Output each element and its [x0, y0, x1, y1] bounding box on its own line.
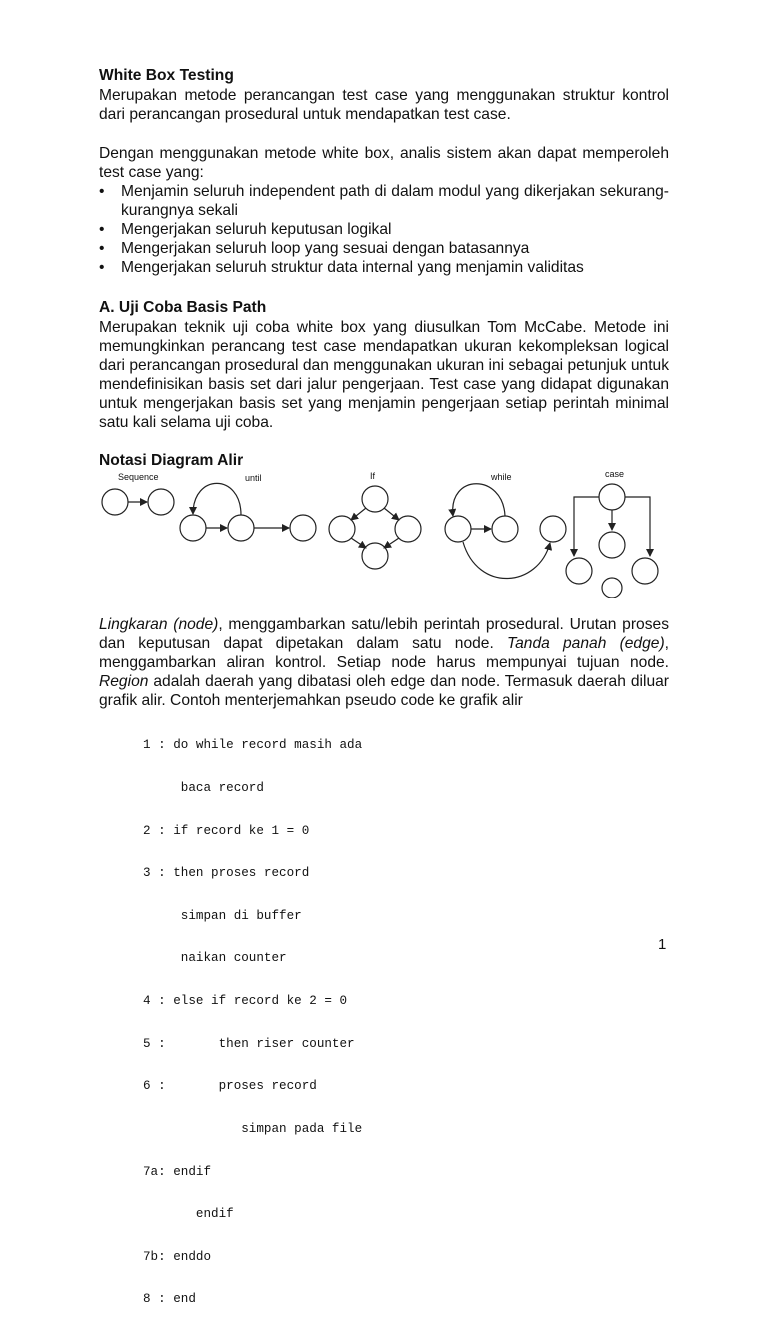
while-label: while	[491, 472, 512, 482]
flow-notation-diagram	[98, 468, 670, 598]
until-label: until	[245, 473, 262, 483]
code-line: 3 : then proses record	[143, 866, 310, 881]
code-line: baca record	[143, 781, 264, 796]
list-item: • Mengerjakan seluruh keputusan logikal	[99, 221, 392, 238]
code-line: 8 : end	[143, 1292, 196, 1307]
code-line: 7a: endif	[143, 1164, 212, 1179]
code-line: simpan pada file	[143, 1121, 363, 1136]
code-line: 6 : proses record	[143, 1079, 317, 1094]
notasi-heading: Notasi Diagram Alir	[99, 452, 244, 469]
section-a-heading: A. Uji Coba Basis Path	[99, 299, 267, 316]
page-number: 1	[658, 936, 667, 953]
page-title: White Box Testing	[99, 67, 234, 84]
until-loop-edge	[193, 483, 241, 515]
bullet-icon: •	[99, 221, 105, 238]
case-node-right	[632, 558, 658, 584]
code-line: 2 : if record ke 1 = 0	[143, 823, 310, 838]
method-paragraph: Dengan menggunakan metode white box, analis sistem akan dapat memperoleh test case yang:	[99, 145, 669, 181]
while-node-1	[445, 516, 471, 542]
bullet-list	[99, 182, 669, 277]
case-label: case	[605, 469, 625, 479]
if-node-bottom	[362, 543, 388, 569]
code-line: 1 : do while record masih ada	[143, 738, 363, 753]
case-node-left	[566, 558, 592, 584]
until-node-1	[180, 515, 206, 541]
while-node-2	[492, 516, 518, 542]
list-item: • Mengerjakan seluruh loop yang sesuai dengan batasannya	[99, 240, 530, 257]
bullet-icon: •	[99, 259, 105, 276]
sequence-node-1	[102, 489, 128, 515]
if-label: If	[370, 471, 376, 481]
code-line: simpan di buffer	[143, 908, 302, 923]
code-line: endif	[143, 1207, 234, 1222]
case-node-middle	[599, 532, 625, 558]
case-node-bottom	[602, 578, 622, 598]
code-line: 7b: enddo	[143, 1249, 212, 1264]
code-line: naikan counter	[143, 951, 287, 966]
section-a-paragraph: Merupakan teknik uji coba white box yang diusulkan Tom McCabe. Metode ini memungkinkan perancang test case mendapatkan ukuran kekompleksan logical dari perancangan prosedural dan menggunakan ukuran ini sebagai petunjuk untuk mendefinisikan basis set dari jalur pengerjaan. Test case yang didapat digunakan untuk mengerjakan basis set yang menjamin pengerjaan setiap perintah minimal satu kali selama uji coba.	[99, 319, 669, 431]
sequence-node-2	[148, 489, 174, 515]
bullet-icon: •	[99, 183, 105, 200]
until-node-3	[290, 515, 316, 541]
while-loop-edge	[453, 484, 505, 516]
while-node-3	[540, 516, 566, 542]
list-item: • Mengerjakan seluruh struktur data internal yang menjamin validitas	[99, 259, 584, 276]
sequence-label: Sequence	[118, 472, 159, 482]
until-node-2	[228, 515, 254, 541]
list-item: • Menjamin seluruh independent path di dalam modul yang dikerjakan sekurang-kurangnya sekali	[99, 183, 669, 219]
while-exit-edge	[463, 542, 550, 579]
description-paragraph: Lingkaran (node), menggambarkan satu/lebih perintah prosedural. Urutan proses dan keputusan dapat dipetakan dalam satu node. Tanda panah (edge), menggambarkan aliran kontrol. Setiap node harus mempunyai tujuan node. Region adalah daerah yang dibatasi oleh edge dan node. Termasuk daerah diluar grafik alir. Contoh menterjemahkan pseudo code ke grafik alir	[99, 616, 669, 709]
case-edge-right	[625, 497, 650, 556]
code-line: 4 : else if record ke 2 = 0	[143, 994, 348, 1009]
intro-paragraph: Merupakan metode perancangan test case yang menggunakan struktur kontrol dari perancangan prosedural untuk mendapatkan test case.	[99, 87, 669, 123]
case-edge-left	[574, 497, 599, 556]
bullet-icon: •	[99, 240, 105, 257]
pseudo-code-block	[143, 710, 362, 1335]
code-line: 5 : then riser counter	[143, 1036, 355, 1051]
case-node-top	[599, 484, 625, 510]
